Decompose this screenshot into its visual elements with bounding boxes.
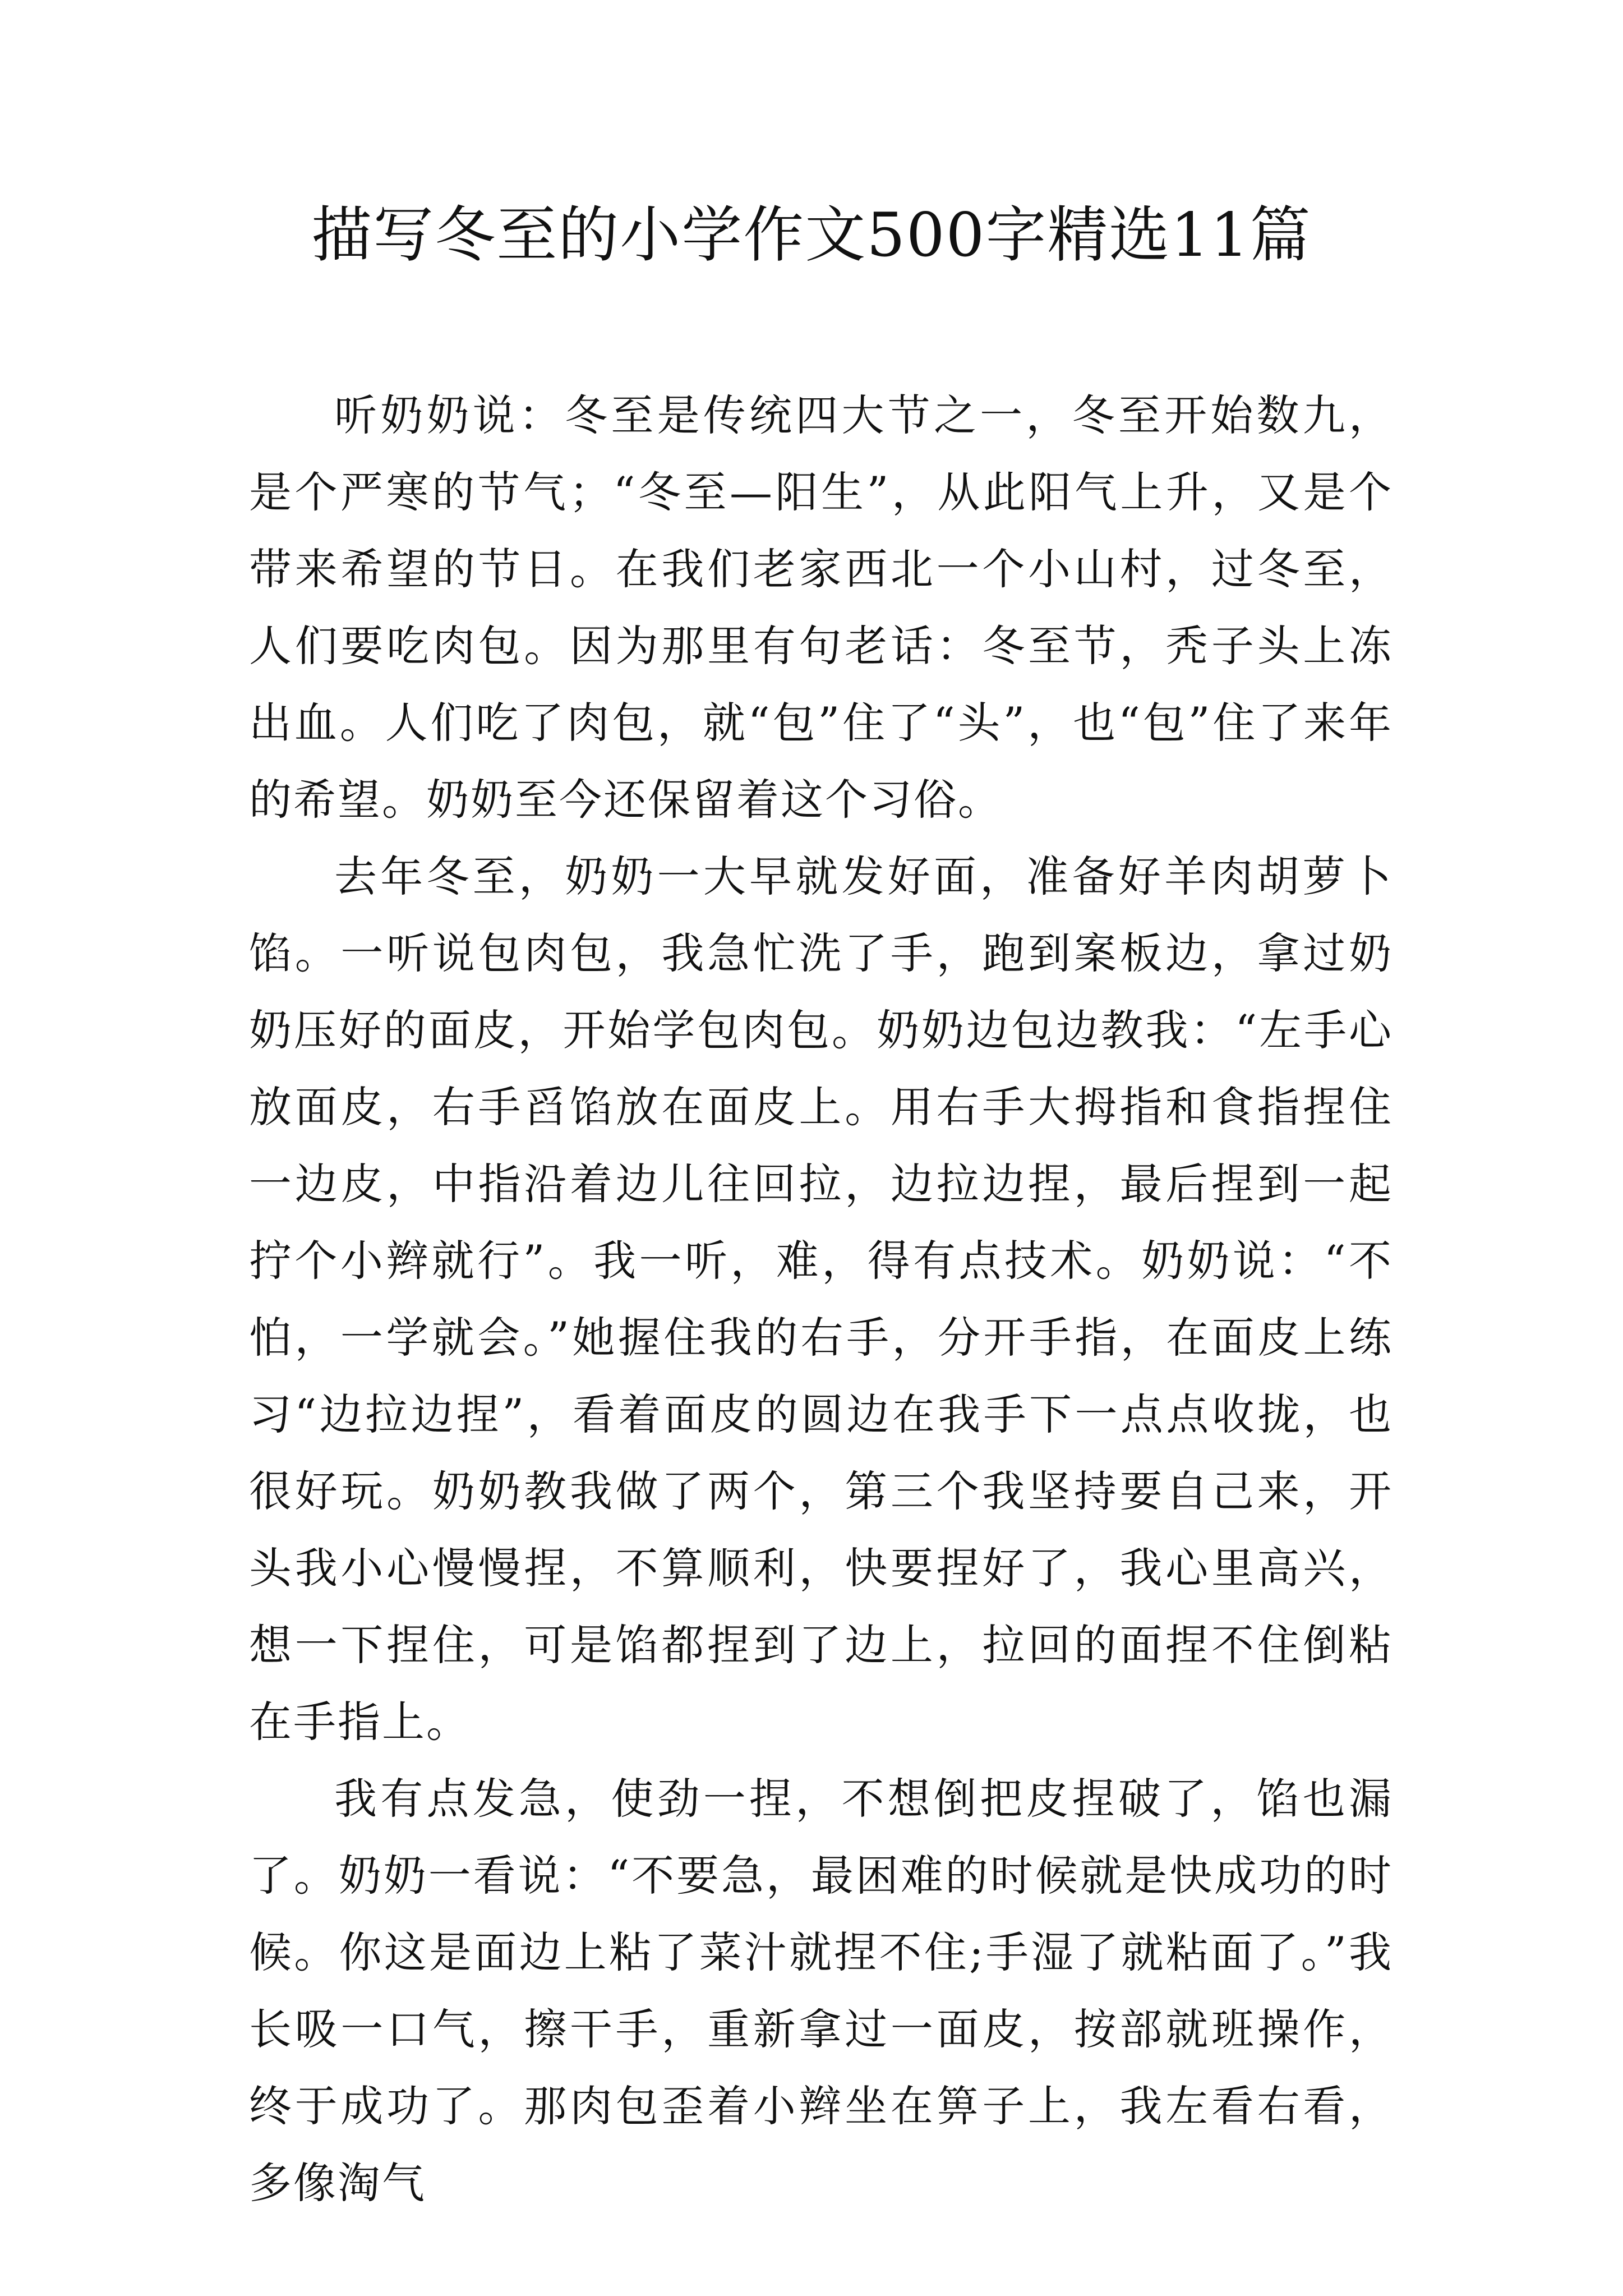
paragraph-3: 我有点发急，使劲一捏，不想倒把皮捏破了，馅也漏了。奶奶一看说：“不要急，最困难的时候就是快成功的时候。你这是面边上粘了菜汁就捏不住;手湿了就粘面了。”我长吸一口气，擦干手，重新拿过一面皮，按部就班操作，终于成功了。那肉包歪着小辫坐在箅子上，我左看右看，多像淘气 [249,1774,1393,2208]
document-title: 描写冬至的小学作文500字精选11篇 [311,200,1312,270]
paragraph-2: 去年冬至，奶奶一大早就发好面，准备好羊肉胡萝卜馅。一听说包肉包，我急忙洗了手，跑到案板边，拿过奶奶压好的面皮，开始学包肉包。奶奶边包边教我：“左手心放面皮，右手舀馅放在面皮上。用右手大拇指和食指捏住一边皮，中指沿着边儿往回拉，边拉边捏，最后捏到一起拧个小辫就行”。我一听，难，得有点技术。奶奶说：“不怕，一学就会。”她握住我的右手，分开手指，在面皮上练习“边拉边捏”，看着面皮的圆边在我手下一点点收拢，也很好玩。奶奶教我做了两个，第三个我坚持要自己来，开头我小心慢慢捏，不算顺利，快要捏好了，我心里高兴，想一下捏住，可是馅都捏到了边上，拉回的面捏不住倒粘在手指上。 [249,852,1393,1747]
document-body [249,377,1393,2221]
paragraph-1: 听奶奶说：冬至是传统四大节之一，冬至开始数九，是个严寒的节气；“冬至—阳生”，从此阳气上升，又是个带来希望的节日。在我们老家西北一个小山村，过冬至，人们要吃肉包。因为那里有句老话：冬至节，秃子头上冻出血。人们吃了肉包，就“包”住了“头”，也“包”住了来年的希望。奶奶至今还保留着这个习俗。 [249,390,1393,825]
